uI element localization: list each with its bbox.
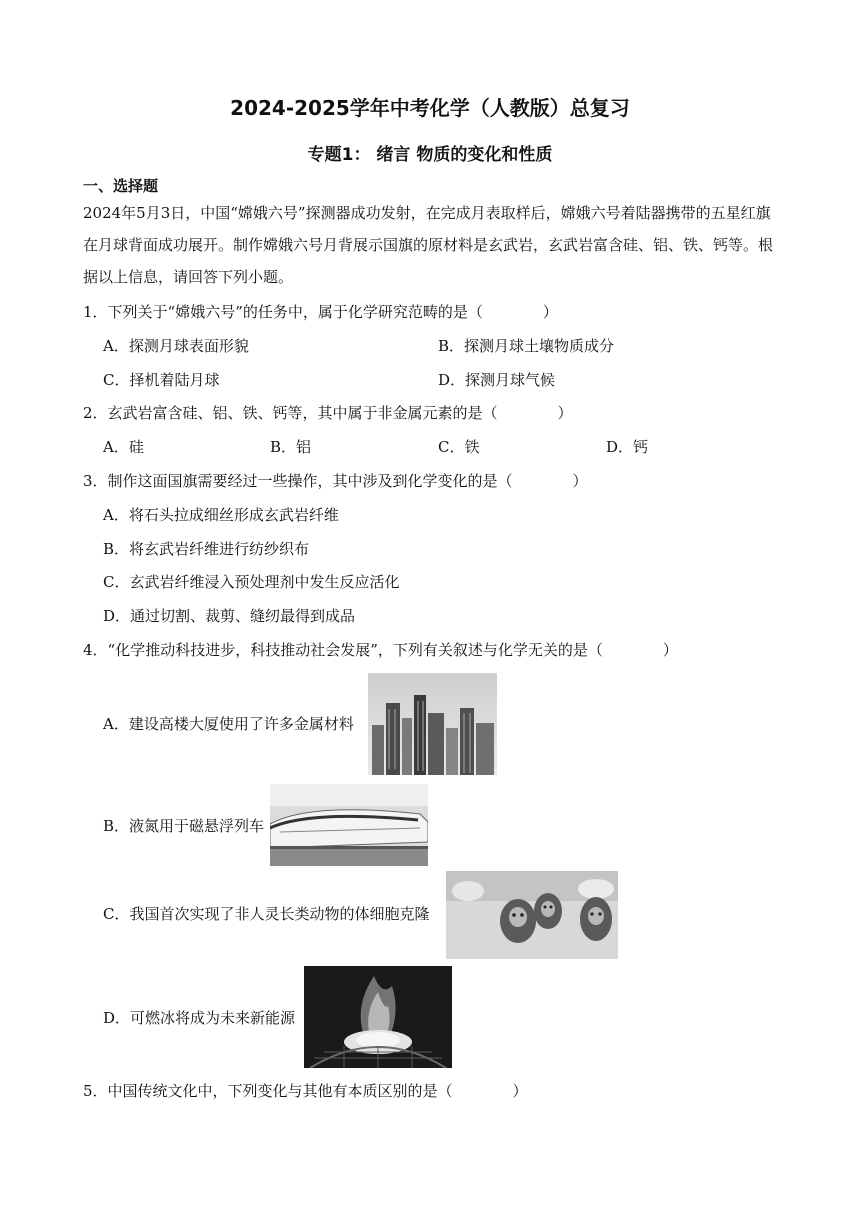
page-title: 2024-2025学年中考化学（人教版）总复习 (230, 96, 630, 120)
question-3-option-b: B．将玄武岩纤维进行纺纱织布 (103, 540, 310, 558)
question-2-stem: 2．玄武岩富含硅、铝、铁、钙等，其中属于非金属元素的是（ ） (83, 404, 573, 422)
question-3-stem: 3．制作这面国旗需要经过一些操作，其中涉及到化学变化的是（ ） (83, 472, 588, 490)
maglev-train-image (270, 784, 428, 866)
question-3-option-c: C．玄武岩纤维浸入预处理剂中发生反应活化 (103, 573, 400, 591)
question-4-option-d: D．可燃冰将成为未来新能源 (103, 1009, 296, 1027)
question-1-option-d: D．探测月球气候 (438, 371, 556, 389)
question-3-option-d: D．通过切割、裁剪、缝纫最得到成品 (103, 607, 356, 625)
question-1-option-a: A．探测月球表面形貌 (103, 337, 249, 355)
page-subtitle: 专题1： 绪言 物质的变化和性质 (307, 145, 553, 165)
question-3-option-a: A．将石头拉成细丝形成玄武岩纤维 (103, 506, 339, 524)
intro-paragraph: 2024年5月3日，中国“嫦娥六号”探测器成功发射，在完成月表取样后，嫦娥六号着陆器携带的五星红旗在月球背面成功展开。制作嫦娥六号月背展示国旗的原材料是玄武岩，玄武岩富含硅、铝、铁、钙等。根据以上信息，请回答下列小题。 (83, 204, 774, 286)
question-4-stem: 4．“化学推动科技进步，科技推动社会发展”，下列有关叙述与化学无关的是（ ） (83, 641, 678, 659)
combustible-ice-image (304, 966, 452, 1068)
skyscrapers-image (368, 673, 497, 775)
question-2-option-b: B．铝 (270, 438, 312, 456)
cloned-monkeys-image (446, 871, 618, 959)
question-2-option-c: C．铁 (438, 438, 480, 456)
question-4-option-c: C．我国首次实现了非人灵长类动物的体细胞克隆 (103, 905, 430, 923)
question-1-option-b: B．探测月球土壤物质成分 (438, 337, 615, 355)
question-1-option-c: C．择机着陆月球 (103, 371, 220, 389)
question-2-option-d: D．钙 (606, 438, 649, 456)
section-heading: 一、选择题 (83, 177, 159, 195)
question-2-option-a: A．硅 (103, 438, 144, 456)
question-1-stem: 1．下列关于“嫦娥六号”的任务中，属于化学研究范畴的是（ ） (83, 303, 558, 321)
question-4-option-a: A．建设高楼大厦使用了许多金属材料 (103, 715, 354, 733)
question-5-stem: 5．中国传统文化中，下列变化与其他有本质区别的是（ ） (83, 1082, 528, 1100)
question-4-option-b: B．液氮用于磁悬浮列车 (103, 817, 265, 835)
